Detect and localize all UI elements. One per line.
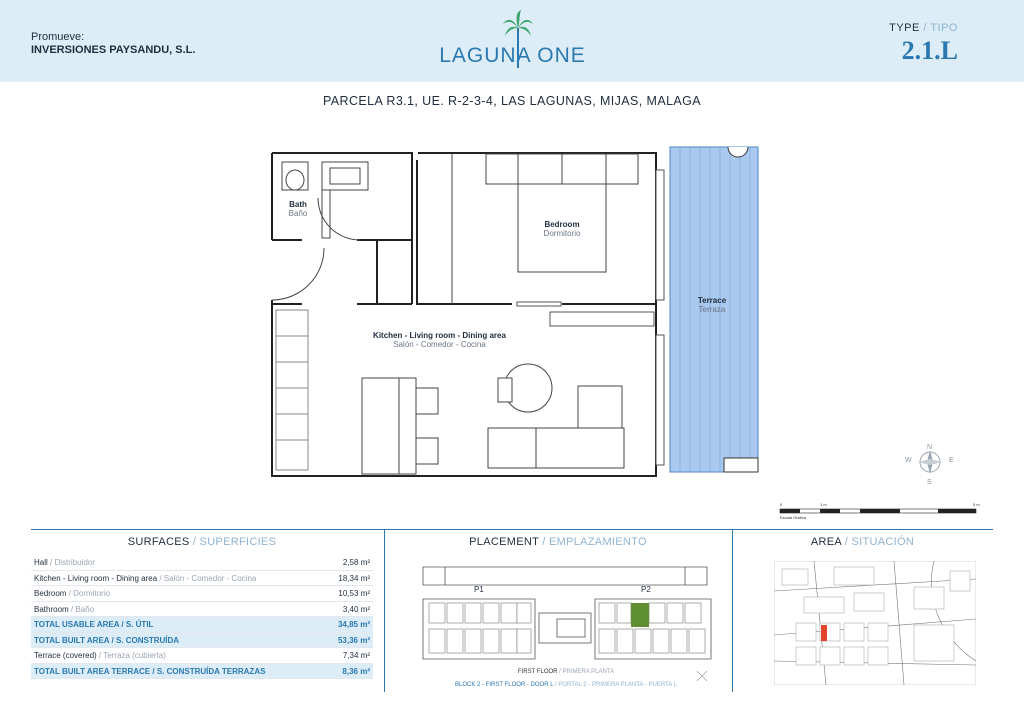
column-divider-2 [732,530,733,692]
surface-row [31,664,373,680]
surfaces-table [31,555,373,679]
floor-plan [262,140,762,486]
surface-row [31,617,373,633]
terrace-label-es: Terraza [698,305,726,314]
surface-value: 7,34 m² [342,651,370,660]
location-label-es: / PORTAL 2 - PRIMERA PLANTA - PUERTA L [555,682,677,688]
type-value: 2.1.L [901,36,958,65]
placement-title-es: / EMPLAZAMIENTO [542,536,647,548]
surface-value: 34,85 m² [337,620,370,629]
area-map [774,561,976,685]
surface-value: 53,36 m² [337,635,370,645]
scale-caption: Escala Gráfica [780,515,807,520]
placement-title [384,536,732,548]
surface-label-es: / S. CONSTRUÍDA [111,635,180,645]
surface-value: 18,34 m² [338,573,370,583]
surface-label-es: / Distribuidor [50,558,95,567]
dining-set [362,364,624,474]
bath-label: Bath [289,200,307,209]
floor-label-es: / PRIMERA PLANTA [559,669,615,675]
promoter-block [31,31,195,57]
surface-row [31,586,373,602]
surface-label-es: / Terraza (cubierta) [98,651,166,660]
location-label-en: BLOCK 2 - FIRST FLOOR - DOOR L [455,682,554,688]
room-label-kitchen [352,331,527,349]
compass-n: N [927,444,933,451]
surface-label: Bedroom [34,589,67,598]
surface-label-es: / S. ÚTIL [121,620,154,629]
scale-one: 1 m [820,502,827,507]
terrace-label: Terrace [697,296,727,305]
surface-row [31,602,373,618]
room-label-terrace [672,296,752,314]
room-label-bedroom [492,220,632,238]
surface-label: Hall [34,558,48,567]
compass [903,444,959,488]
bedroom-label: Bedroom [544,220,580,229]
compass-e: E [949,457,954,464]
area-title-en: AREA [810,536,842,548]
surfaces-title-en: SURFACES [127,536,190,548]
type-label [889,22,958,34]
surfaces-title-es: / SUPERFICIES [192,536,277,548]
kitchen-counter [276,310,308,470]
scale-zero: 0 [780,502,783,507]
surface-row [31,648,373,664]
surface-row [31,571,373,587]
placement-location-label [415,682,717,688]
bath-fixtures [272,162,368,300]
surface-label: TOTAL BUILT AREA TERRACE [34,666,151,676]
type-label-es: / TIPO [923,22,958,34]
promoter-name: INVERSIONES PAYSANDU, S.L. [31,44,196,56]
surface-label-es: / S. CONSTRUÍDA TERRAZAS [152,666,266,676]
compass-s: S [927,479,932,486]
surface-value: 3,40 m² [342,604,370,614]
bath-label-es: Baño [288,209,308,218]
scale-five: 5 m [973,502,980,507]
placement-title-en: PLACEMENT [469,536,539,548]
surface-label-es: / Salón - Comedor - Cocina [159,573,257,583]
surface-label: Terrace (covered) [34,651,97,660]
surface-label: TOTAL USABLE AREA [34,620,120,629]
placement-p2: P2 [641,585,651,594]
scale-bar-graphic [778,506,982,520]
surface-label: TOTAL BUILT AREA [34,635,110,645]
surface-label-es: / Baño [70,604,95,614]
placement-highlight-unit [631,603,649,627]
area-highlight-plot [821,625,827,641]
room-label-bath [272,200,324,218]
kitchen-label: Kitchen - Living room - Dining area [373,331,506,340]
column-divider-1 [384,530,385,692]
area-title-es: / SITUACIÓN [844,536,915,548]
kitchen-label-es: Salón - Comedor - Cocina [393,340,486,349]
placement-floor-label [415,669,717,675]
area-map-drawing [774,561,976,685]
laguna-one-logo [425,10,600,72]
surface-value: 2,58 m² [342,558,370,567]
type-label-en: TYPE [889,22,920,34]
terrace-planter [724,458,758,472]
surface-row [31,555,373,571]
header-band [0,0,1024,82]
surface-label-es: / Dormitorio [68,589,111,598]
floor-label-en: FIRST FLOOR [517,669,558,675]
surface-value: 10,53 m² [338,589,370,598]
type-block [889,22,958,66]
placement-p1: P1 [474,585,484,594]
area-title [732,536,993,548]
compass-w: W [905,457,912,464]
bedroom-label-es: Dormitorio [543,229,581,238]
unit-cells [429,603,705,653]
surface-row [31,633,373,649]
scale-bar [778,502,982,522]
placement-diagram [415,563,717,691]
promoter-label: Promueve: [31,31,85,43]
parcel-address: PARCELA R3.1, UE. R-2-3-4, LAS LAGUNAS, MIJAS, MALAGA [322,94,702,108]
surface-label: Kitchen - Living room - Dining area [34,573,158,583]
section-divider [31,529,993,530]
surface-label: Bathroom [34,604,69,614]
logo-text: LAGUNA ONE [439,44,586,67]
surface-value: 8,36 m² [342,666,370,676]
surfaces-title [31,536,373,548]
